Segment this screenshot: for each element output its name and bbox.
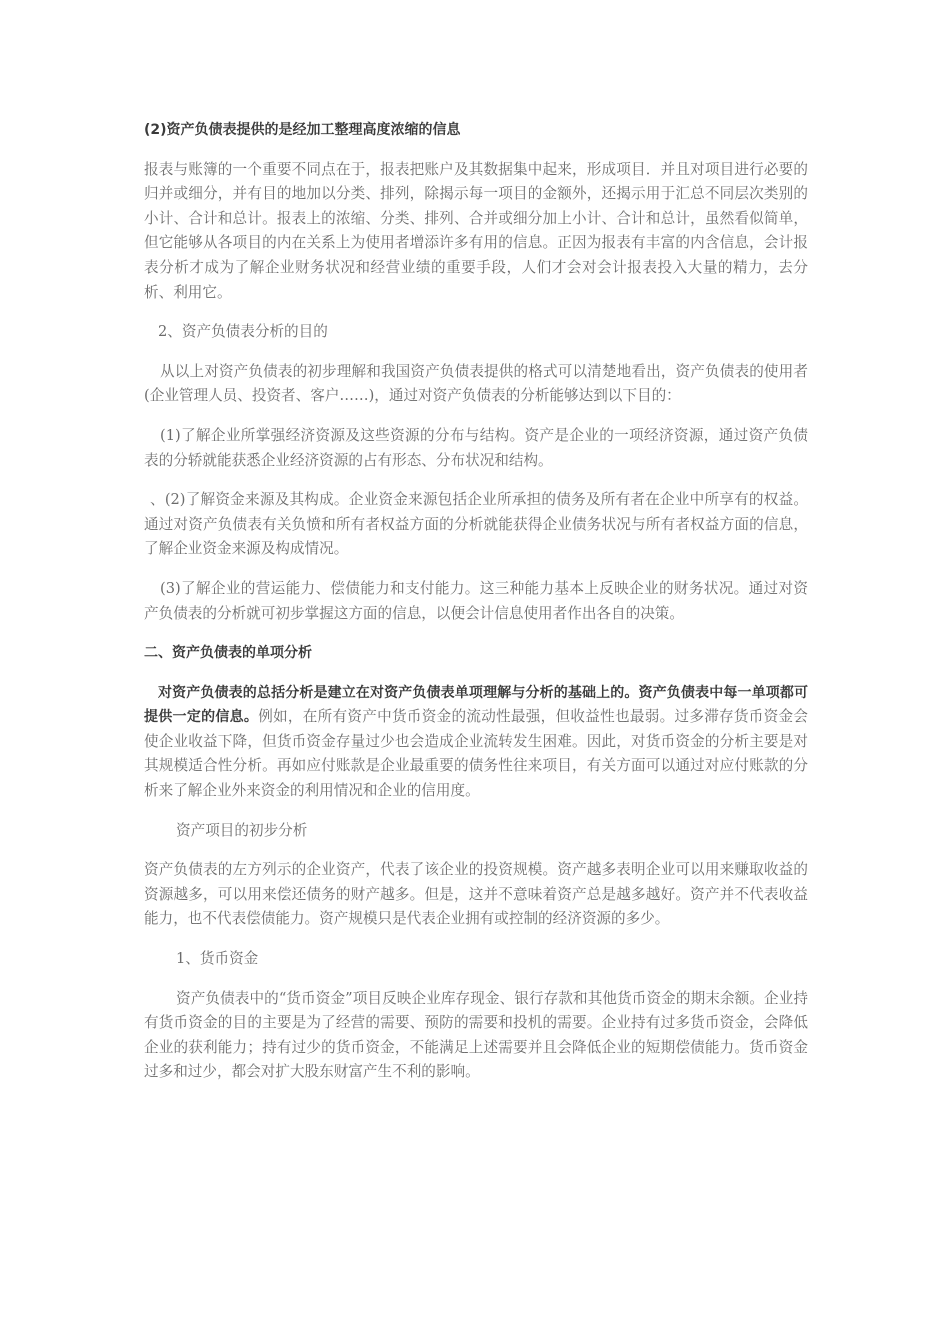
section-heading-balance-sheet-info: (2)资产负债表提供的是经加工整理高度浓缩的信息 <box>144 122 461 138</box>
paragraph-monetary-funds: 资产负债表中的“货币资金”项目反映企业库存现金、银行存款和其他货币资金的期末余额。企业持有货币资金的目的主要是为了经营的需要、预防的需要和投机的需要。企业持有过多货币资金，会降低企业的获利能力；持有过少的货币资金，不能满足上述需要并且会降低企业的短期偿债能力。货币资金过多和过少，都会对扩大股东财富产生不利的影响。 <box>144 989 808 1081</box>
paragraph-single-item-body: 例如，在所有资产中货币资金的流动性最强，但收益性也最弱。过多滞存货币资金会使企业收益下降，但货币资金存量过少也会造成企业流转发生困难。因此，对货币资金的分析主要是对其规模适合性分析。再如应付账款是企业最重要的债务性往来项目，有关方面可以通过对应付账款的分析来了解企业外来资金的利用情况和企业的信用度。 <box>144 708 808 800</box>
paragraph-purpose-3: (3)了解企业的营运能力、偿债能力和支付能力。这三种能力基本上反映企业的财务状况。通过对资产负债表的分析就可初步掌握这方面的信息，以便会计信息使用者作出各自的决策。 <box>144 579 808 622</box>
document-page <box>144 118 808 1100</box>
section-heading-single-item-analysis: 二、资产负债表的单项分析 <box>144 645 312 662</box>
paragraph-purpose-1: (1)了解企业所掌强经济资源及这些资源的分布与结构。资产是企业的一项经济资源，通过资产负债表的分轿就能获悉企业经济资源的占有形态、分布状况和结构。 <box>144 426 808 469</box>
paragraph-asset-scale: 资产负债表的左方列示的企业资产，代表了该企业的投资规模。资产越多表明企业可以用来赚取收益的资源越多，可以用来偿还债务的财产越多。但是，这并不意味着资产总是越多越好。资产并不代表收益能力，也不代表偿债能力。资产规模只是代表企业拥有或控制的经济资源的多少。 <box>144 861 808 928</box>
paragraph-report-vs-ledger: 报表与账簿的一个重要不同点在于，报表把账户及其数据集中起来，形成项目．并且对项目进行必要的归并或细分，并有目的地加以分类、排列，除揭示每一项目的金额外，还揭示用于汇总不同层次类别的小计、合计和总计。报表上的浓缩、分类、排列、合并或细分加上小计、合计和总计，虽然看似简单，但它能够从各项目的内在关系上为使用者增添许多有用的信息。正因为报表有丰富的内含信息，会计报表分析才成为了解企业财务状况和经营业绩的重要手段，人们才会对会计报表投入大量的精力，去分析、利用它。 <box>144 160 808 301</box>
section-heading-monetary-funds: 1、货币资金 <box>176 950 259 968</box>
paragraph-single-item-bold-lead: 对资产负债表的总括分析是建立在对资产负债表单项理解与分析的基础上的。资产负债表中每一单项都可提供一定的信息。 <box>144 684 808 726</box>
paragraph-analysis-users: 从以上对资产负债表的初步理解和我国资产负债表提供的格式可以清楚地看出，资产负债表的使用者(企业管理人员、投资者、客户……)，通过对资产负债表的分析能够达到以下目的： <box>144 362 808 405</box>
paragraph-single-item-analysis <box>144 681 808 804</box>
paragraph-purpose-2: 、(2)了解资金来源及其构成。企业资金来源包括企业所承担的债务及所有者在企业中所享有的权益。通过对资产负债表有关负愤和所有者权益方面的分析就能获得企业债务状况与所有者权益方面的信息，了解企业资金来源及构成情况。 <box>144 491 808 558</box>
section-heading-asset-items: 资产项目的初步分析 <box>176 821 308 839</box>
section-heading-analysis-purpose: 2、资产负债表分析的目的 <box>158 323 328 341</box>
